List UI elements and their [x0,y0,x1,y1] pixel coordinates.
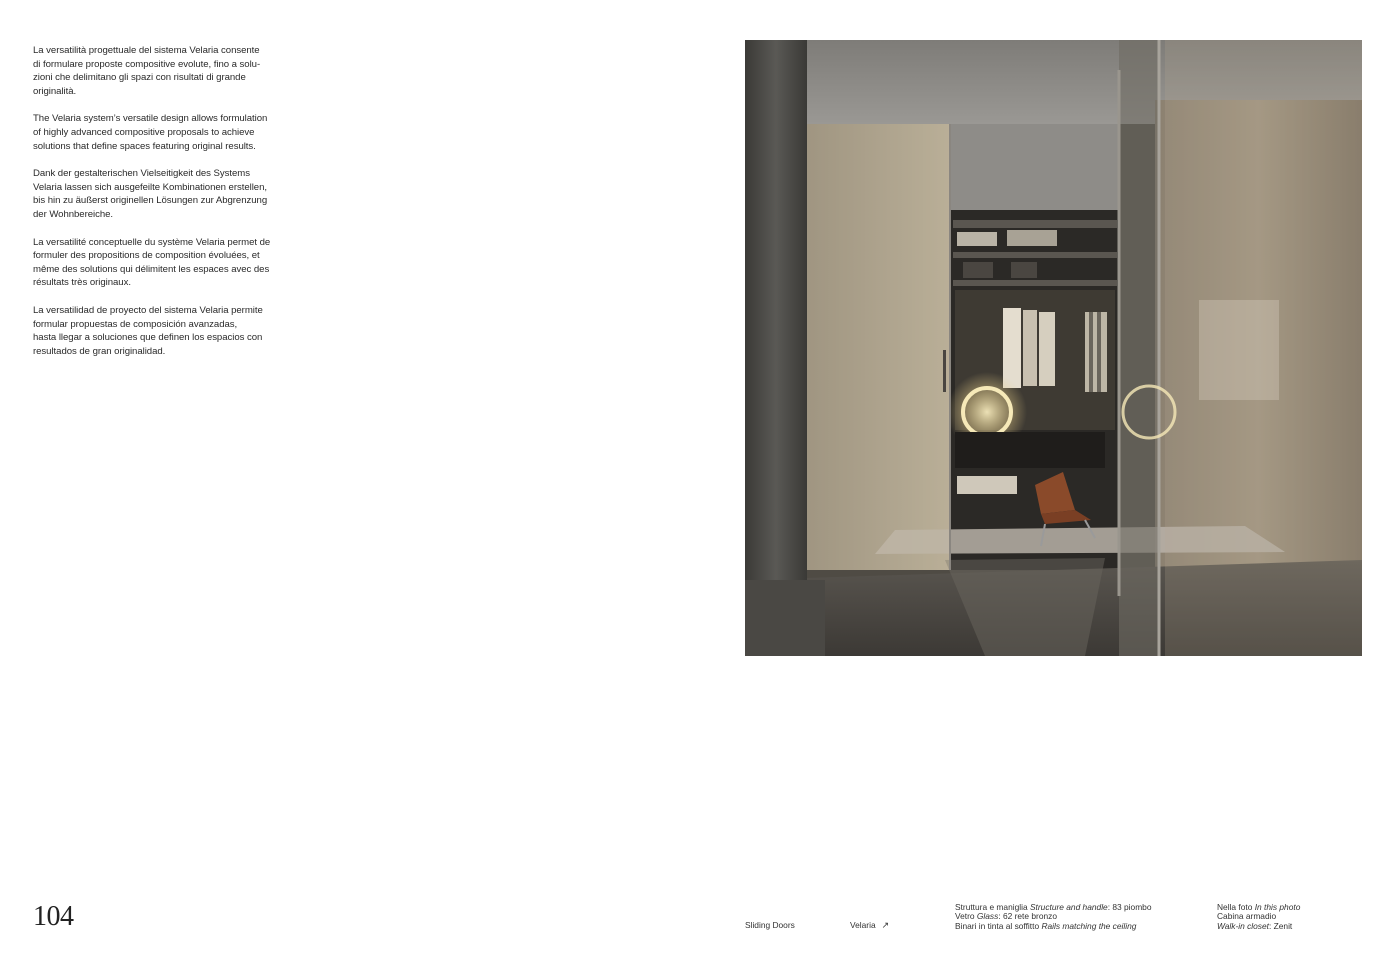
footer-category [745,921,795,930]
photo-note-item-en: Walk-in closet: Zenit [1217,920,1293,931]
intro-paragraph-fr: La versatilité conceptuelle du système Velaria permet de formuler des propositions de composition évoluées, et même des solutions qui délimitent les espaces avec des résultats très originaux. [33,236,271,289]
spec-rails: Binari in tinta al soffitto Rails matching the ceiling [955,920,1137,931]
photo-note-heading: Nella foto In this photo [1217,902,1301,912]
intro-paragraph-it: La versatilità progettuale del sistema Velaria consente di formulare proposte compositive evolute, fino a solu- zioni che delimitano gli spazi con risultati di grande originalità. [33,45,261,97]
photo-note-item: Cabina armadio [1217,911,1277,922]
category-label: Sliding Doors [745,920,795,930]
intro-paragraph-en: The Velaria system’s versatile design allows formulation of highly advanced compositive proposals to achieve solutions that define spaces featuring original results. [33,113,268,152]
spec-glass: Vetro Glass: 62 rete bronzo [955,911,1057,922]
footer-product-link[interactable] [850,921,889,930]
spec-structure: Struttura e maniglia Structure and handle: 83 piombo [955,902,1152,912]
page-number: 104 [33,901,74,932]
intro-text-column [33,44,295,372]
intro-paragraph-de: Dank der gestalterischen Vielseitigkeit des Systems Velaria lassen sich ausgefeilte Kombinationen erstellen, bis hin zu äußerst originellen Lösungen zur Abgrenzung der Wohnbereiche. [33,168,268,220]
intro-paragraph-es: La versatilidad de proyecto del sistema Velaria permite formular propuestas de composición avanzadas, hasta llegar a soluciones que definen los espacios con resultados de gran originalidad. [33,304,263,357]
footer-photo-note [1217,903,1300,931]
product-photo [745,40,1362,656]
product-label[interactable]: Velaria [850,920,876,930]
arrow-up-right-icon: ↗ [881,920,890,930]
footer-specs [955,903,1151,931]
